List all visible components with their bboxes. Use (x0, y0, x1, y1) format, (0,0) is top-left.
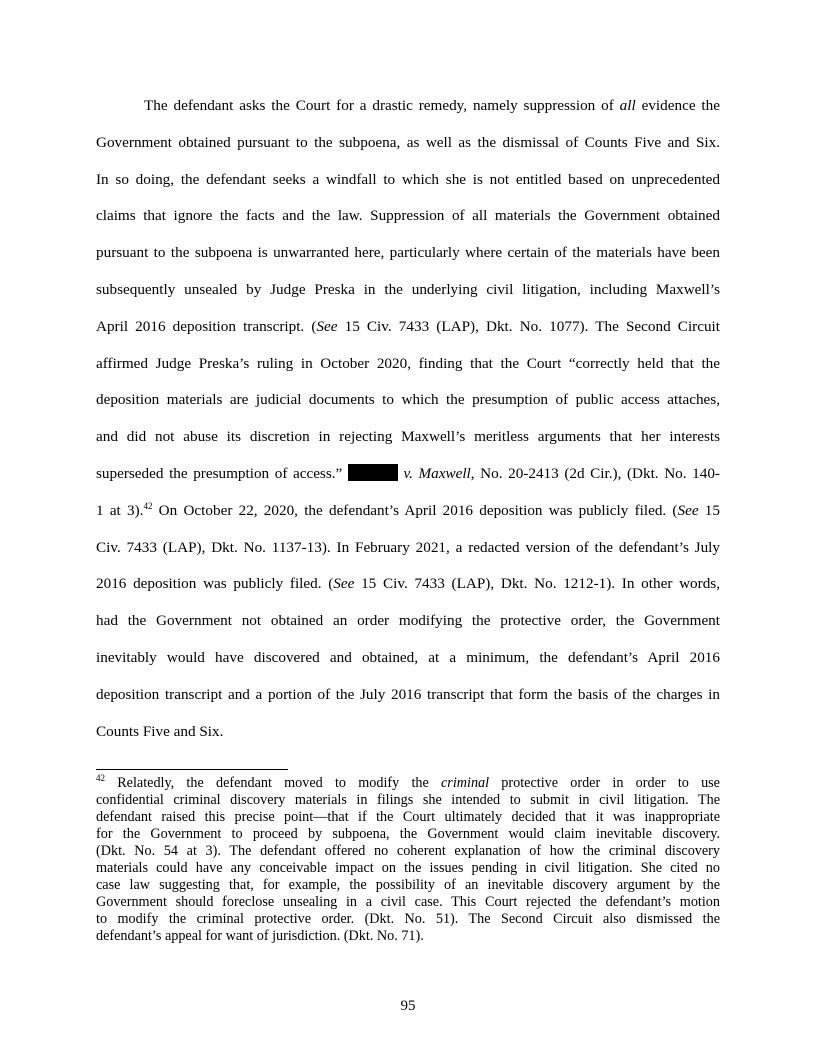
body-line-11: superseded the presumption of access.” v. Maxwell, No. 20-2413 (2d Cir.), (Dkt. No. 140- (96, 465, 720, 482)
footnote-line-4: for the Government to proceed by subpoena, the Government would claim inevitable discovery. (96, 826, 720, 842)
body-line-10: and did not abuse its discretion in rejecting Maxwell’s meritless arguments that her interests (96, 428, 720, 445)
body-line-18: Counts Five and Six. (96, 723, 224, 740)
footnote-line-1: $^{42}$ Relatedly, the defendant moved to modify the criminal protective order in order to use (96, 773, 720, 791)
redaction-block (348, 464, 398, 481)
body-line-6: subsequently unsealed by Judge Preska in the underlying civil litigation, including Maxwell’s (96, 281, 720, 298)
footnote-number: 42 (96, 773, 105, 783)
body-line-15: had the Government not obtained an order modifying the protective order, the Government (96, 612, 720, 629)
body-line-17: deposition transcript and a portion of the July 2016 transcript that form the basis of the charges in (96, 686, 720, 703)
body-line-14: 2016 deposition was publicly filed. (See 15 Civ. 7433 (LAP), Dkt. No. 1212-1). In other words, (96, 575, 721, 592)
footnote-line-2: confidential criminal discovery materials in filings she intended to submit in civil litigation. The (96, 792, 720, 808)
footnote-line-8: Government should foreclose unsealing in a civil case. This Court rejected the defendant’s motion (96, 894, 720, 910)
footnote-reference: 42 (143, 501, 153, 511)
body-line-12: 1 at 3).$^{42}$ On October 22, 2020, the defendant’s April 2016 deposition was publicly filed. (See 15 (96, 501, 720, 519)
emphasis-all: all (619, 97, 636, 114)
footnote-line-9: to modify the criminal protective order. (Dkt. No. 51). The Second Circuit also dismissed the (96, 911, 720, 927)
footnote-line-7: case law suggesting that, for example, the possibility of an inevitable discovery argument by the (96, 877, 720, 893)
footnote-line-3: defendant raised this precise point—that if the Court ultimately decided that it was inappropriate (96, 809, 720, 825)
footnote-line-5: (Dkt. No. 54 at 3). The defendant offered no coherent explanation of how the criminal discovery (96, 843, 720, 859)
body-line-4: claims that ignore the facts and the law. Suppression of all materials the Government obtained (96, 207, 720, 224)
body-line-2: Government obtained pursuant to the subpoena, as well as the dismissal of Counts Five and Six. (96, 134, 720, 151)
body-line-3: In so doing, the defendant seeks a windfall to which she is not entitled based on unprecedented (96, 171, 720, 188)
body-line-8: affirmed Judge Preska’s ruling in October 2020, finding that the Court “correctly held that the (96, 355, 720, 372)
page-number: 95 (400, 998, 416, 1014)
footnote-line-6: materials could have any conceivable impact on the issues pending in civil litigation. She cited no (96, 860, 720, 876)
footnote-line-10: defendant’s appeal for want of jurisdiction. (Dkt. No. 71). (96, 928, 424, 944)
body-line-13: Civ. 7433 (LAP), Dkt. No. 1137-13). In February 2021, a redacted version of the defendant’s July (96, 539, 720, 556)
footnote-divider (96, 769, 288, 770)
body-line-1: The defendant asks the Court for a drastic remedy, namely suppression of all evidence the (144, 97, 720, 114)
body-line-9: deposition materials are judicial documents to which the presumption of public access attaches, (96, 391, 720, 408)
body-line-7: April 2016 deposition transcript. (See 15 Civ. 7433 (LAP), Dkt. No. 1077). The Second Circuit (96, 318, 720, 335)
body-line-5: pursuant to the subpoena is unwarranted here, particularly where certain of the materials have been (96, 244, 720, 261)
body-line-16: inevitably would have discovered and obtained, at a minimum, the defendant’s April 2016 (96, 649, 720, 666)
